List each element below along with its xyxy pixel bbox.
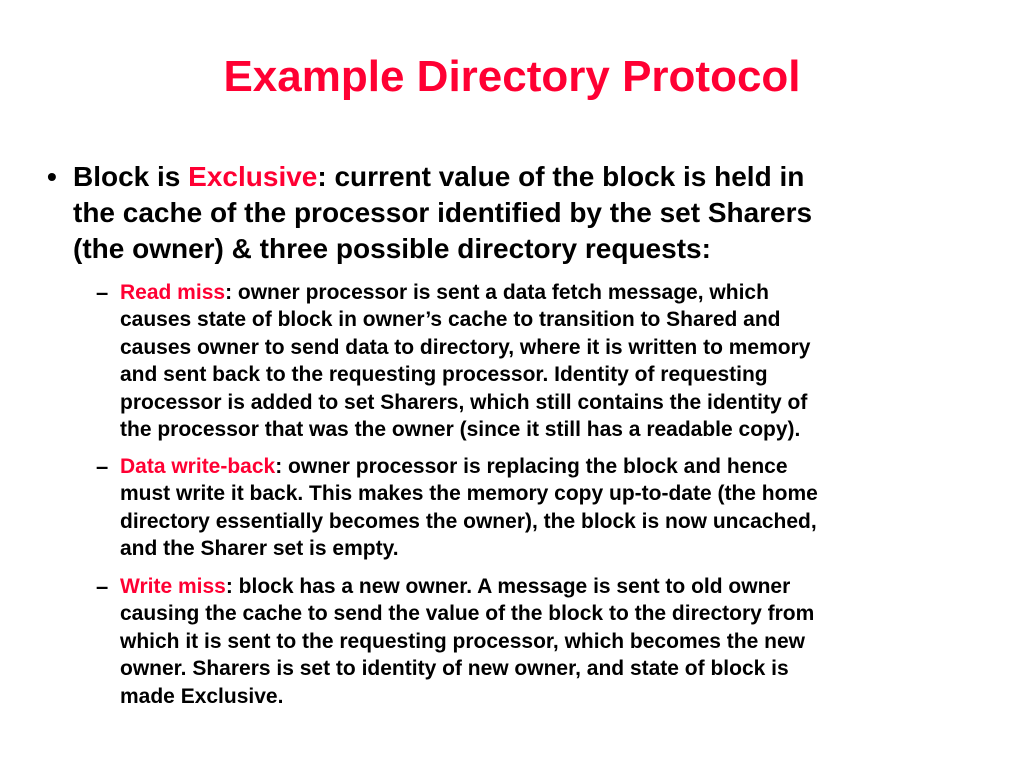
sub-item-line: made Exclusive. — [120, 684, 284, 708]
sub-item-term: Read miss — [120, 281, 226, 304]
dash-marker: – — [96, 280, 109, 305]
main-bullet-line: (the owner) & three possible directory requests: — [73, 233, 711, 264]
main-bullet-line: the cache of the processor identified by the set Sharers — [73, 197, 813, 228]
sub-item-line: causes owner to send data to directory, where it is written to memory — [120, 335, 811, 359]
sub-item-line: the processor that was the owner (since it still has a readable copy). — [120, 418, 801, 442]
sub-item-text — [120, 279, 1000, 443]
sub-item-text — [120, 453, 1000, 563]
sub-item-line: and the Sharer set is empty. — [120, 537, 399, 561]
main-bullet-term: Exclusive — [188, 161, 318, 192]
sub-item-line: owner. Sharers is set to identity of new owner, and state of block is — [120, 657, 789, 681]
main-bullet-line — [73, 159, 983, 195]
sub-item-line: causing the cache to send the value of the block to the directory from — [120, 602, 815, 626]
slide-title: Example Directory Protocol — [223, 52, 801, 101]
sub-item-line — [120, 573, 1000, 600]
sub-item-line: causes state of block in owner’s cache to transition to Shared and — [120, 308, 781, 332]
sub-item-line: and sent back to the requesting processor. Identity of requesting — [120, 363, 768, 387]
sub-item-line: directory essentially becomes the owner), the block is now uncached, — [120, 509, 817, 533]
sub-item-term: Data write-back — [120, 455, 276, 478]
bullet-marker: • — [47, 161, 57, 192]
main-bullet-prefix: Block is — [73, 161, 189, 192]
sub-item-line-text: : block has a new owner. A message is sent to old owner — [225, 575, 791, 598]
sub-item-line: which it is sent to the requesting processor, which becomes the new — [120, 629, 805, 653]
dash-marker: – — [96, 454, 109, 479]
sub-item-line-text: : owner processor is replacing the block and hence — [275, 455, 788, 478]
main-bullet-line1-rest: : current value of the block is held in — [317, 161, 805, 192]
sub-item-line: must write it back. This makes the memory copy up-to-date (the home — [120, 482, 818, 506]
sub-item-line-text: : owner processor is sent a data fetch message, which — [225, 281, 769, 304]
sub-item-text — [120, 573, 1000, 710]
sub-item-term: Write miss — [120, 575, 226, 598]
dash-marker: – — [96, 574, 109, 599]
sub-item-line — [120, 453, 1000, 480]
sub-item-line: processor is added to set Sharers, which still contains the identity of — [120, 390, 808, 414]
main-bullet-text — [73, 159, 983, 267]
sub-item-line — [120, 279, 1000, 306]
